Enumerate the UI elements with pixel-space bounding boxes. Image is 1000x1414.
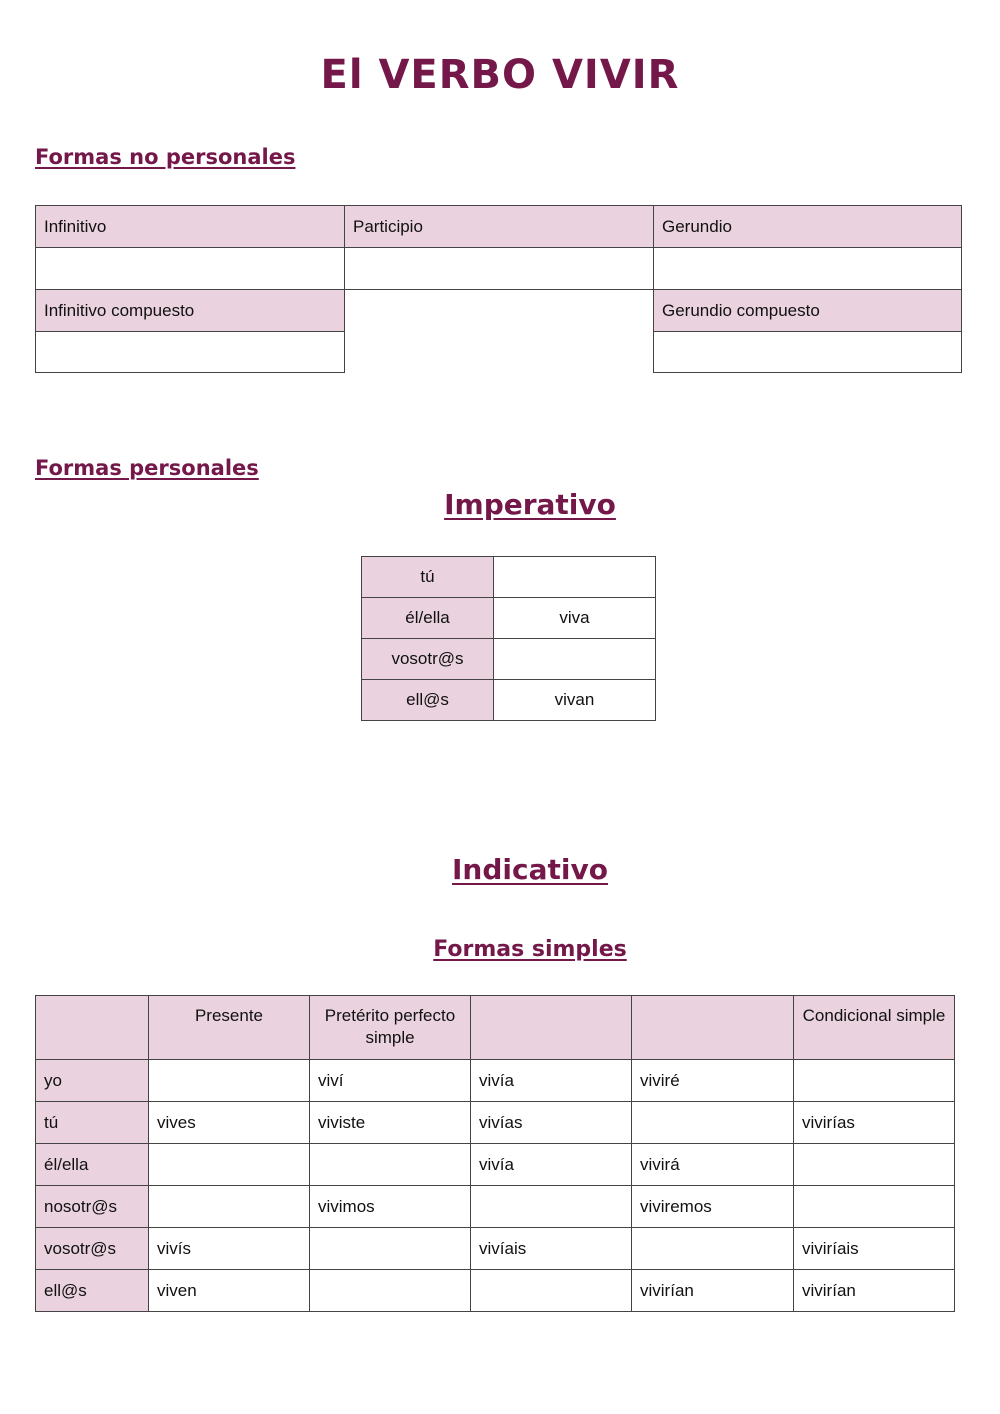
person-cell: nosotr@s <box>36 1186 149 1228</box>
page-title: El VERBO VIVIR <box>320 52 680 98</box>
table-row <box>36 1144 955 1186</box>
gerundio-compuesto-label: Gerundio compuesto <box>653 289 962 332</box>
corner-cell <box>36 996 149 1060</box>
person-cell: él/ella <box>36 1144 149 1186</box>
form-cell: viviré <box>632 1060 794 1102</box>
answer-field[interactable] <box>310 1270 471 1312</box>
form-cell: vivías <box>471 1102 632 1144</box>
gerundio-label: Gerundio <box>653 205 962 248</box>
person-cell: ell@s <box>362 680 494 721</box>
answer-field[interactable] <box>310 1228 471 1270</box>
table-row <box>362 639 656 680</box>
person-cell: tú <box>36 1102 149 1144</box>
indicativo-table <box>35 995 955 1312</box>
column-header-answer-field[interactable] <box>632 996 794 1060</box>
column-header-condicional: Condicional simple <box>794 996 955 1060</box>
indicativo-heading: Indicativo <box>452 853 608 886</box>
table-row <box>362 598 656 639</box>
table-row <box>362 680 656 721</box>
table-row <box>36 1228 955 1270</box>
answer-field[interactable] <box>471 1270 632 1312</box>
section-heading-personales: Formas personales <box>35 456 259 480</box>
form-cell: vivís <box>149 1228 310 1270</box>
form-cell: viví <box>310 1060 471 1102</box>
answer-field[interactable] <box>794 1186 955 1228</box>
form-cell: vivía <box>471 1144 632 1186</box>
answer-field[interactable] <box>149 1186 310 1228</box>
participio-label: Participio <box>344 205 654 248</box>
answer-field[interactable] <box>149 1060 310 1102</box>
infinitivo-label: Infinitivo <box>35 205 345 248</box>
column-header-preterito-perfecto: Pretérito perfecto simple <box>310 996 471 1060</box>
form-cell: vives <box>149 1102 310 1144</box>
person-cell: tú <box>362 557 494 598</box>
imperativo-heading: Imperativo <box>444 488 616 521</box>
section-heading-no-personales: Formas no personales <box>35 145 296 169</box>
answer-field[interactable] <box>632 1102 794 1144</box>
header-row <box>36 996 955 1060</box>
imperativo-table <box>361 556 656 721</box>
answer-field[interactable] <box>632 1228 794 1270</box>
answer-field[interactable] <box>471 1186 632 1228</box>
form-cell: vivirá <box>632 1144 794 1186</box>
answer-field[interactable] <box>494 557 656 598</box>
infinitivo-answer-field[interactable] <box>35 247 345 290</box>
column-header-presente: Presente <box>149 996 310 1060</box>
table-row <box>36 1102 955 1144</box>
form-cell: viven <box>149 1270 310 1312</box>
form-cell: viviremos <box>632 1186 794 1228</box>
form-cell: vivimos <box>310 1186 471 1228</box>
table-row <box>36 1060 955 1102</box>
person-cell: vosotr@s <box>36 1228 149 1270</box>
form-cell: viviste <box>310 1102 471 1144</box>
form-cell: vivía <box>471 1060 632 1102</box>
person-cell: yo <box>36 1060 149 1102</box>
answer-field[interactable] <box>310 1144 471 1186</box>
form-cell: vivirían <box>632 1270 794 1312</box>
person-cell: vosotr@s <box>362 639 494 680</box>
infinitivo-compuesto-answer-field[interactable] <box>35 331 345 373</box>
infinitivo-compuesto-label: Infinitivo compuesto <box>35 289 345 332</box>
formas-simples-heading: Formas simples <box>433 937 627 962</box>
answer-field[interactable] <box>794 1060 955 1102</box>
form-cell: viviríais <box>794 1228 955 1270</box>
form-cell: vivirías <box>794 1102 955 1144</box>
form-cell: viva <box>494 598 656 639</box>
answer-field[interactable] <box>149 1144 310 1186</box>
table-row <box>36 1270 955 1312</box>
table-row <box>362 557 656 598</box>
person-cell: ell@s <box>36 1270 149 1312</box>
form-cell: vivan <box>494 680 656 721</box>
answer-field[interactable] <box>794 1144 955 1186</box>
form-cell: vivíais <box>471 1228 632 1270</box>
form-cell: vivirían <box>794 1270 955 1312</box>
person-cell: él/ella <box>362 598 494 639</box>
answer-field[interactable] <box>494 639 656 680</box>
column-header-answer-field[interactable] <box>471 996 632 1060</box>
gerundio-answer-field[interactable] <box>653 247 962 290</box>
table-row <box>36 1186 955 1228</box>
participio-answer-field[interactable] <box>344 247 654 290</box>
gerundio-compuesto-answer-field[interactable] <box>653 331 962 373</box>
